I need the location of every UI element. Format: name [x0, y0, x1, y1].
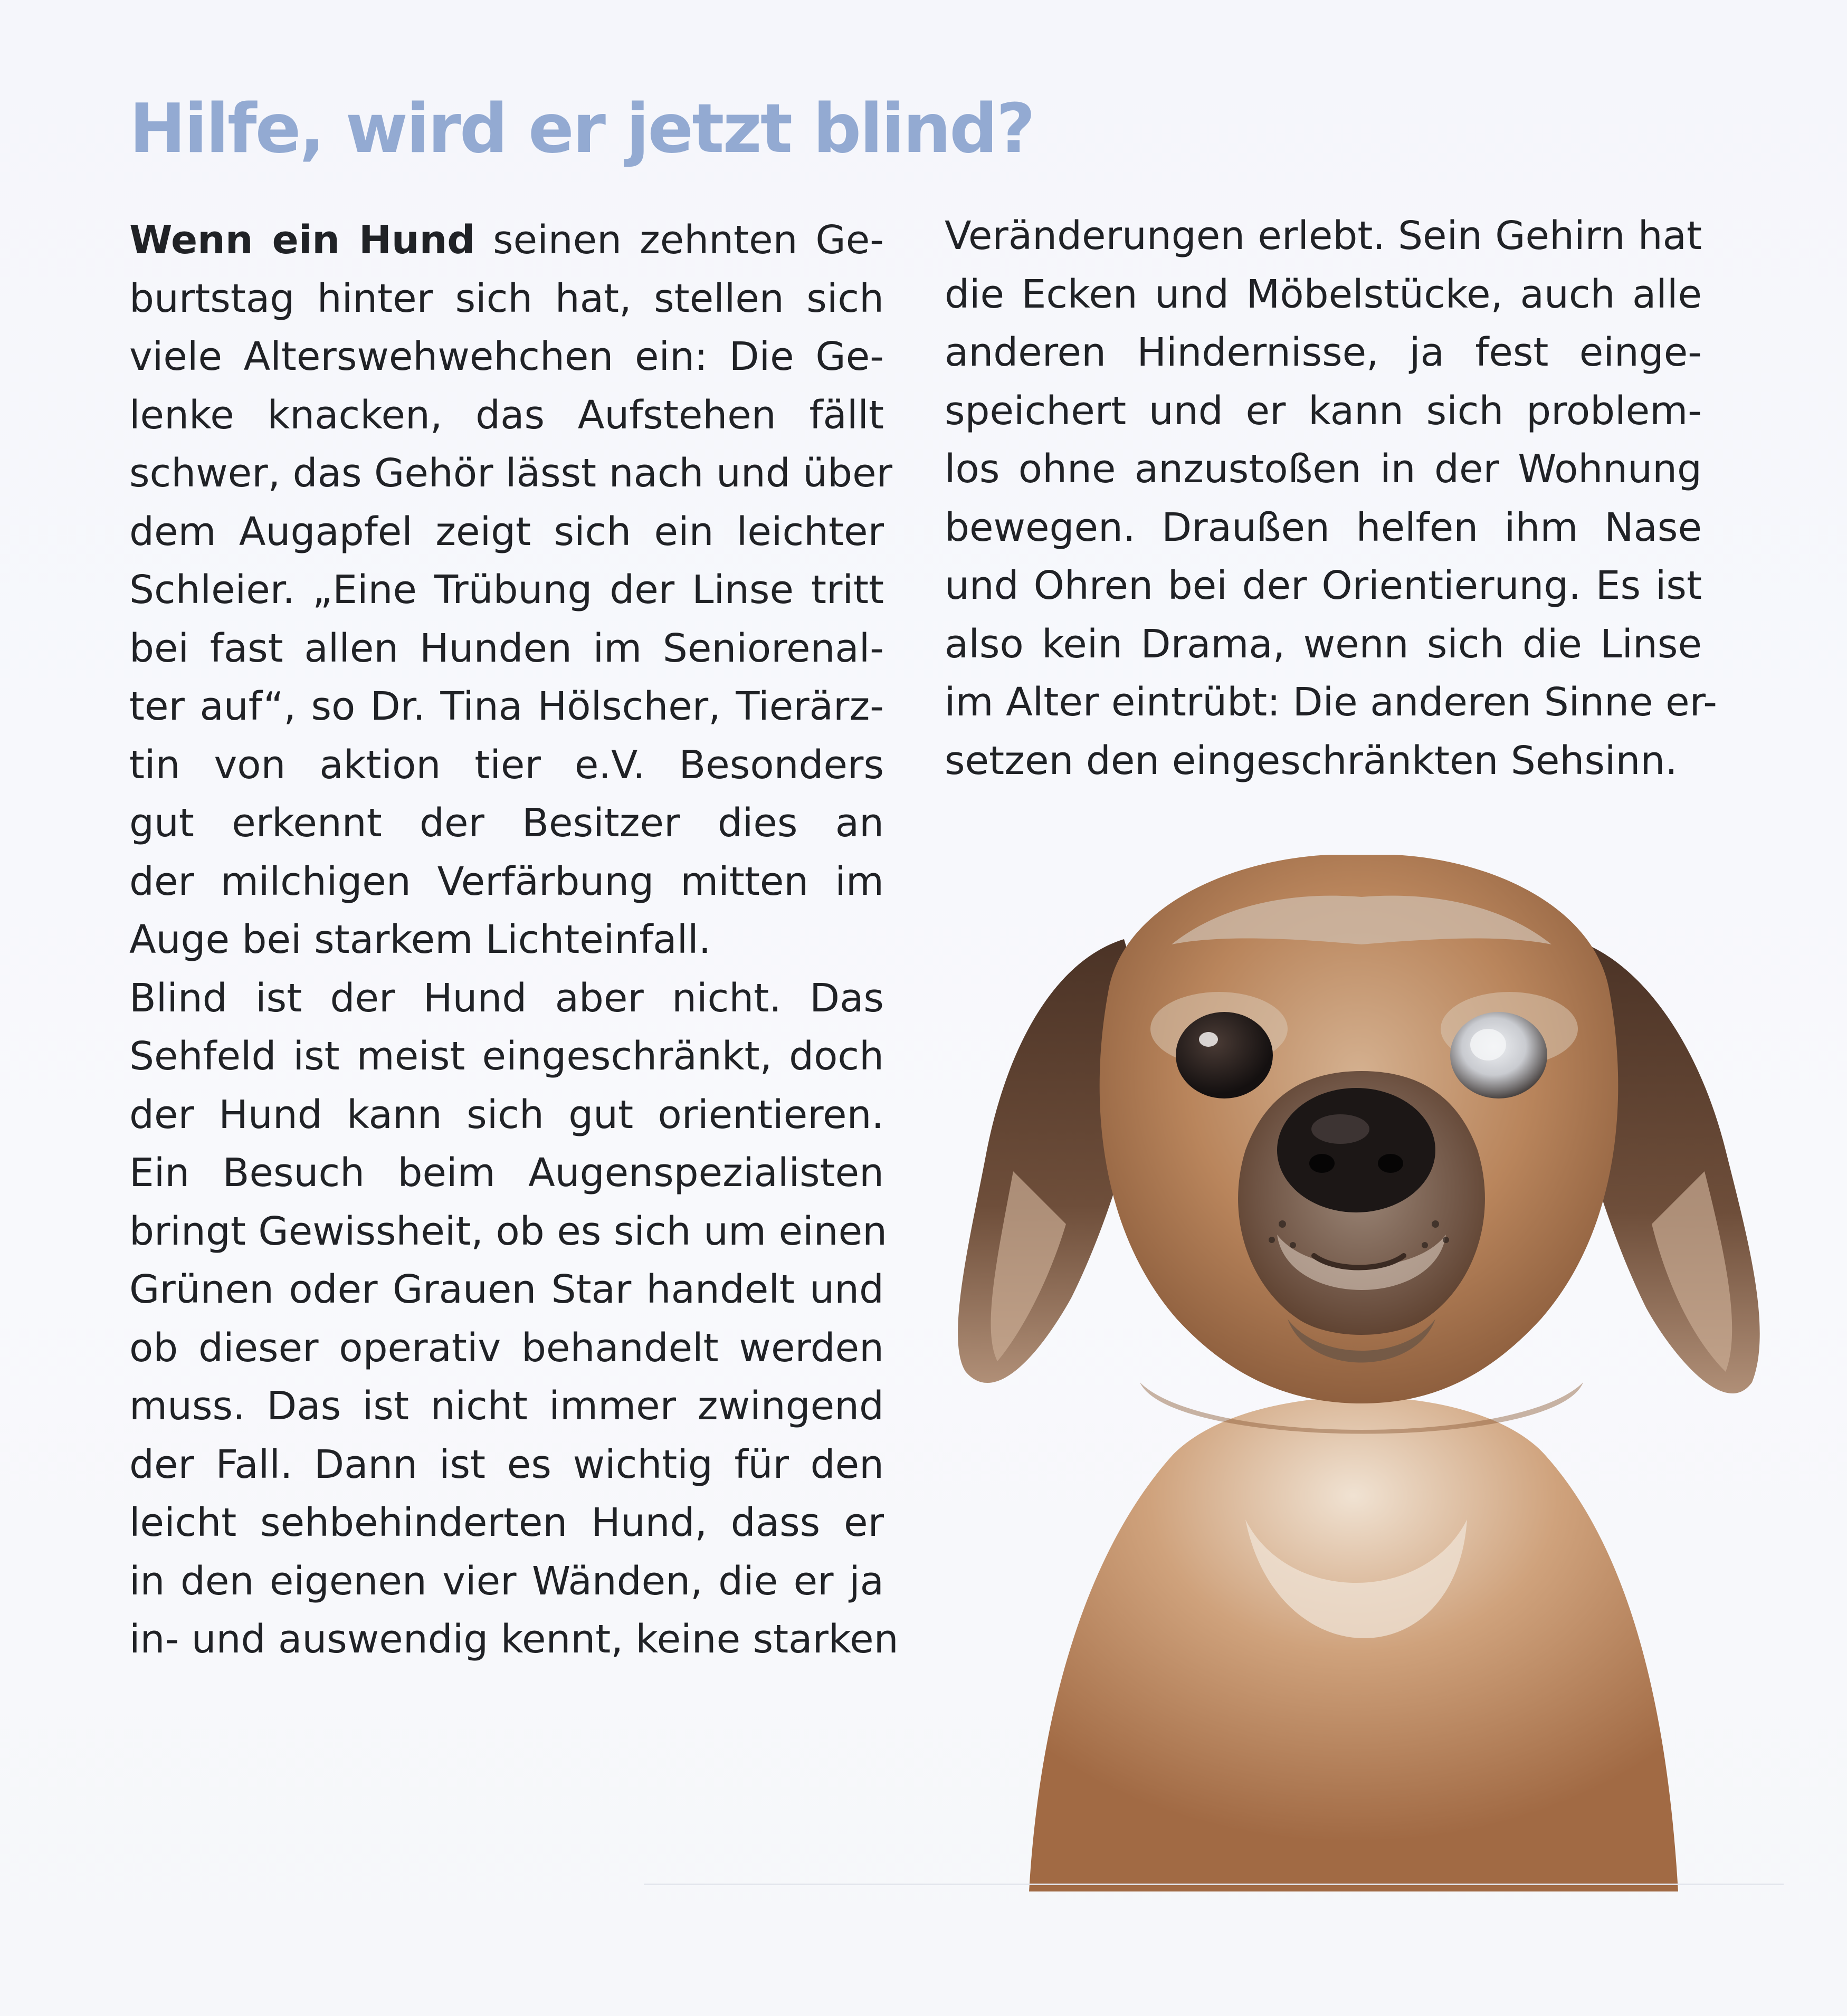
article-column-left: [129, 211, 899, 1669]
text-line: viele Alterswehwehchen ein: Die Ge-: [129, 334, 884, 379]
lead-in-bold: Wenn ein Hund: [129, 217, 475, 263]
text-line: bringt Gewissheit, ob es sich um einen: [129, 1208, 887, 1254]
article-headline: Hilfe, wird er jetzt blind?: [129, 90, 1034, 168]
text-line: tin von aktion tier e.V. Besonders: [129, 742, 884, 788]
dog-left-eye: [1176, 1012, 1273, 1098]
text-line: Grünen oder Grauen Star handelt und: [129, 1267, 884, 1312]
text-line: und Ohren bei der Orientierung. Es ist: [945, 563, 1702, 608]
text-line: schwer, das Gehör lässt nach und über: [129, 451, 893, 496]
text-line: leicht sehbehinderten Hund, dass er: [129, 1500, 884, 1545]
text-line: bei fast allen Hunden im Seniorenal-: [129, 625, 884, 671]
text-line: der Fall. Dann ist es wichtig für den: [129, 1441, 884, 1487]
text-line: Auge bei starkem Lichteinfall.: [129, 917, 711, 962]
text-line: bewegen. Draußen helfen ihm Nase: [945, 504, 1702, 550]
text-line-rest: seinen zehnten Ge-: [475, 217, 884, 263]
text-line: anderen Hindernisse, ja fest einge-: [945, 330, 1702, 375]
article-column-right: [945, 207, 1717, 790]
text-line: ter auf“, so Dr. Tina Hölscher, Tierärz-: [129, 684, 884, 729]
page-edge-line: [644, 1884, 1784, 1885]
text-line: [129, 211, 884, 270]
text-line: los ohne anzustoßen in der Wohnung: [945, 446, 1702, 492]
text-line: Veränderungen erlebt. Sein Gehirn hat: [945, 213, 1702, 259]
text-line: dem Augapfel zeigt sich ein leichter: [129, 509, 884, 555]
text-line: die Ecken und Möbelstücke, auch alle: [945, 271, 1702, 317]
text-line: der milchigen Verfärbung mitten im: [129, 858, 884, 904]
dog-illustration: [950, 855, 1773, 1891]
text-line: gut erkennt der Besitzer dies an: [129, 800, 884, 846]
text-line: burtstag hinter sich hat, stellen sich: [129, 275, 884, 321]
text-line: im Alter eintrübt: Die anderen Sinne er-: [945, 680, 1717, 725]
text-line: Blind ist der Hund aber nicht. Das: [129, 975, 884, 1021]
dog-photo: [950, 855, 1773, 1891]
text-line: Sehfeld ist meist eingeschränkt, doch: [129, 1034, 884, 1079]
text-line: Ein Besuch beim Augenspezialisten: [129, 1150, 884, 1196]
text-line: ob dieser operativ behandelt werden: [129, 1325, 884, 1371]
text-line: in- und auswendig kennt, keine starken: [129, 1617, 899, 1662]
dog-chest: [1029, 1397, 1678, 1892]
text-line: Schleier. „Eine Trübung der Linse tritt: [129, 567, 884, 613]
text-line: also kein Drama, wenn sich die Linse: [945, 621, 1702, 667]
text-line: der Hund kann sich gut orientieren.: [129, 1092, 884, 1138]
text-line: in den eigenen vier Wänden, die er ja: [129, 1558, 884, 1604]
text-line: setzen den eingeschränkten Sehsinn.: [945, 738, 1678, 784]
dog-nose: [1277, 1088, 1435, 1212]
text-line: muss. Das ist nicht immer zwingend: [129, 1383, 884, 1429]
text-line: lenke knacken, das Aufstehen fällt: [129, 392, 884, 438]
text-line: speichert und er kann sich problem-: [945, 388, 1702, 434]
